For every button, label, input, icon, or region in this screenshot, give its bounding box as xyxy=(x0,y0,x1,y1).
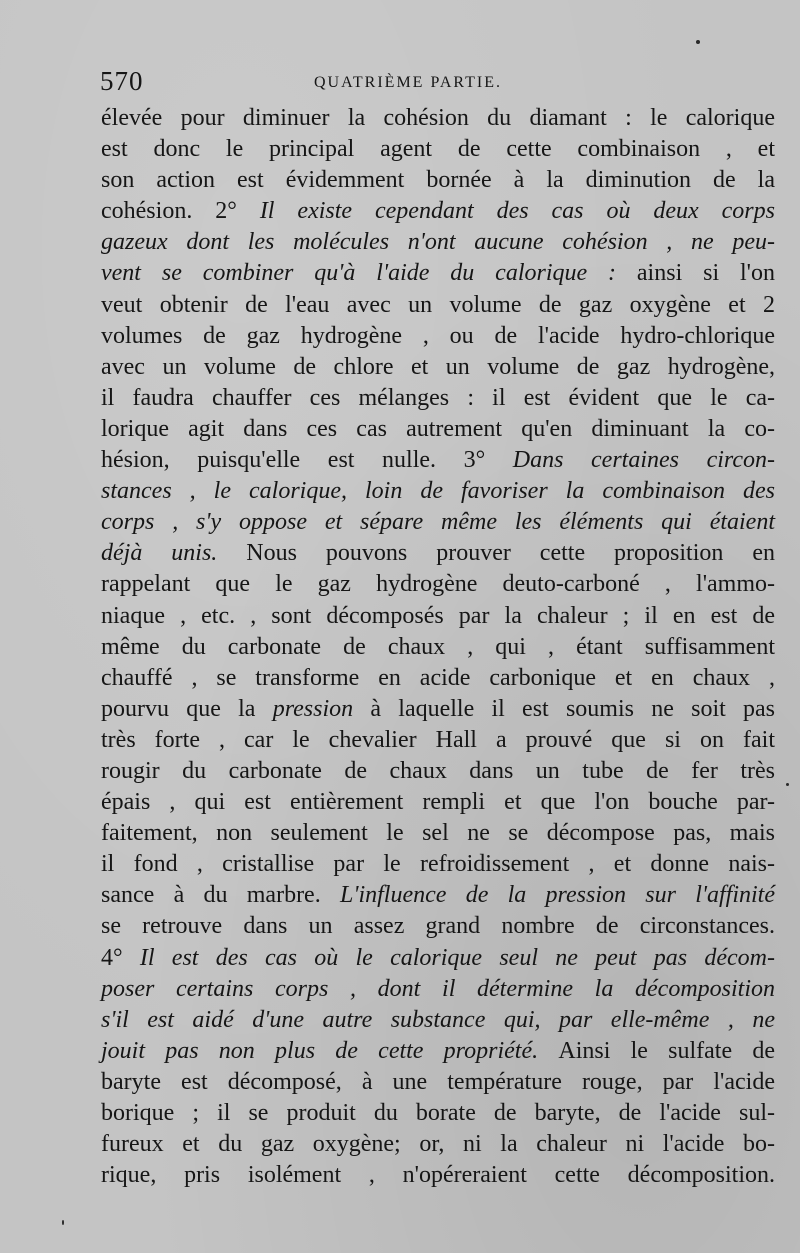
text-run: fureux et du gaz oxygène; or, ni la chaleur ni l'acide bo- xyxy=(101,1131,775,1158)
italic-text: L'influence de la pression sur l'affinité xyxy=(339,882,776,909)
text-line xyxy=(101,1098,775,1129)
italic-text: corps , s'y oppose et sépare même les éléments qui étaient xyxy=(101,509,775,536)
text-line xyxy=(101,818,775,849)
text-run: chauffé , se transforme en acide carbonique et en chaux , xyxy=(101,664,775,691)
text-run: très forte , car le chevalier Hall a prouvé que si on fait xyxy=(101,726,775,753)
text-run: épais , qui est entièrement rempli et que l'on bouche par- xyxy=(101,789,775,816)
ink-speck xyxy=(696,40,700,44)
text-run: Ainsi le sulfate de xyxy=(558,1037,776,1064)
text-run: rique, pris isolément , n'opéreraient cette décomposition. xyxy=(101,1162,775,1189)
text-line xyxy=(101,1129,775,1160)
text-line xyxy=(101,1067,775,1098)
text-line xyxy=(101,258,775,289)
text-line xyxy=(101,538,775,569)
text-line xyxy=(101,445,775,476)
text-line xyxy=(101,787,775,818)
text-run: avec un volume de chlore et un volume de gaz hydrogène, xyxy=(101,353,775,380)
text-line xyxy=(101,227,775,258)
text-line xyxy=(101,569,775,600)
text-line xyxy=(101,632,775,663)
ink-speck xyxy=(62,1220,64,1225)
text-line xyxy=(101,663,775,694)
text-line xyxy=(101,383,775,414)
section-title: QUATRIÈME PARTIE. xyxy=(314,74,503,91)
text-run: est donc le principal agent de cette combinaison , et xyxy=(101,136,775,163)
text-run: même du carbonate de chaux , qui , étant suffisamment xyxy=(101,633,775,660)
text-run: sance à du marbre. xyxy=(101,882,340,909)
text-run: son action est évidemment bornée à la diminution de la xyxy=(101,167,775,194)
text-line xyxy=(101,414,775,445)
body-text xyxy=(101,103,775,1191)
text-run: à laquelle il est soumis ne soit pas xyxy=(370,695,776,722)
text-run: lorique agit dans ces cas autrement qu'en diminuant la co- xyxy=(101,415,775,442)
text-line xyxy=(101,134,775,165)
text-run: niaque , etc. , sont décomposés par la chaleur ; il en est de xyxy=(101,602,775,629)
text-line xyxy=(101,507,775,538)
italic-text: Dans certaines circon- xyxy=(512,447,775,474)
text-line xyxy=(101,1036,775,1067)
text-line xyxy=(101,943,775,974)
text-run: faitement, non seulement le sel ne se décompose pas, mais xyxy=(101,820,775,847)
text-run: élevée pour diminuer la cohésion du diamant : le calorique xyxy=(101,105,775,131)
text-run: baryte est décomposé, à une température rouge, par l'acide xyxy=(101,1068,775,1095)
text-run: il faudra chauffer ces mélanges : il est évident que le ca- xyxy=(101,384,775,411)
text-run: cohésion. 2° xyxy=(101,198,260,225)
text-line xyxy=(101,974,775,1005)
text-line xyxy=(101,694,775,725)
italic-text: gazeux dont les molécules n'ont aucune cohésion , ne peu- xyxy=(101,229,775,256)
text-run: hésion, puisqu'elle est nulle. 3° xyxy=(101,447,513,474)
page-number: 570 xyxy=(100,66,144,96)
text-run: se retrouve dans un assez grand nombre de circonstances. xyxy=(101,913,775,940)
text-run: il fond , cristallise par le refroidissement , et donne nais- xyxy=(101,851,775,878)
text-line xyxy=(101,1160,775,1191)
text-run: volumes de gaz hydrogène , ou de l'acide hydro-chlorique xyxy=(101,322,775,349)
text-run: veut obtenir de l'eau avec un volume de gaz oxygène et 2 xyxy=(101,291,775,318)
text-run: 4° xyxy=(101,944,140,971)
text-line xyxy=(101,476,775,507)
text-line xyxy=(101,321,775,352)
italic-text: s'il est aidé d'une autre substance qui, par elle-même , ne xyxy=(101,1006,775,1033)
text-line xyxy=(101,880,775,911)
text-line xyxy=(101,849,775,880)
text-line xyxy=(101,290,775,321)
text-run: rappelant que le gaz hydrogène deuto-carboné , l'ammo- xyxy=(101,571,775,598)
italic-text: poser certains corps , dont il détermine la décomposition xyxy=(101,975,775,1002)
italic-text: vent se combiner qu'à l'aide du calorique : xyxy=(101,260,637,287)
text-line xyxy=(101,601,775,632)
running-head xyxy=(100,66,765,98)
text-line xyxy=(101,725,775,756)
italic-text: déjà unis. xyxy=(101,540,247,567)
italic-text: Il existe cependant des cas où deux corps xyxy=(259,198,775,225)
italic-text: stances , le calorique, loin de favoriser la combinaison des xyxy=(101,478,775,505)
italic-text: jouit pas non plus de cette propriété. xyxy=(101,1037,559,1064)
text-line xyxy=(101,911,775,942)
text-line xyxy=(101,165,775,196)
text-line xyxy=(101,103,775,134)
text-run: rougir du carbonate de chaux dans un tube de fer très xyxy=(101,757,775,784)
text-line xyxy=(101,352,775,383)
ink-speck xyxy=(786,783,789,786)
text-line xyxy=(101,1005,775,1036)
text-line xyxy=(101,196,775,227)
text-line xyxy=(101,756,775,787)
italic-text: pression xyxy=(272,695,371,722)
text-run: borique ; il se produit du borate de baryte, de l'acide sul- xyxy=(101,1100,775,1126)
italic-text: Il est des cas où le calorique seul ne peut pas décom- xyxy=(139,944,775,971)
text-run: ainsi si l'on xyxy=(636,260,775,287)
text-run: Nous pouvons prouver cette proposition en xyxy=(246,540,776,567)
text-run: pourvu que la xyxy=(101,695,273,722)
